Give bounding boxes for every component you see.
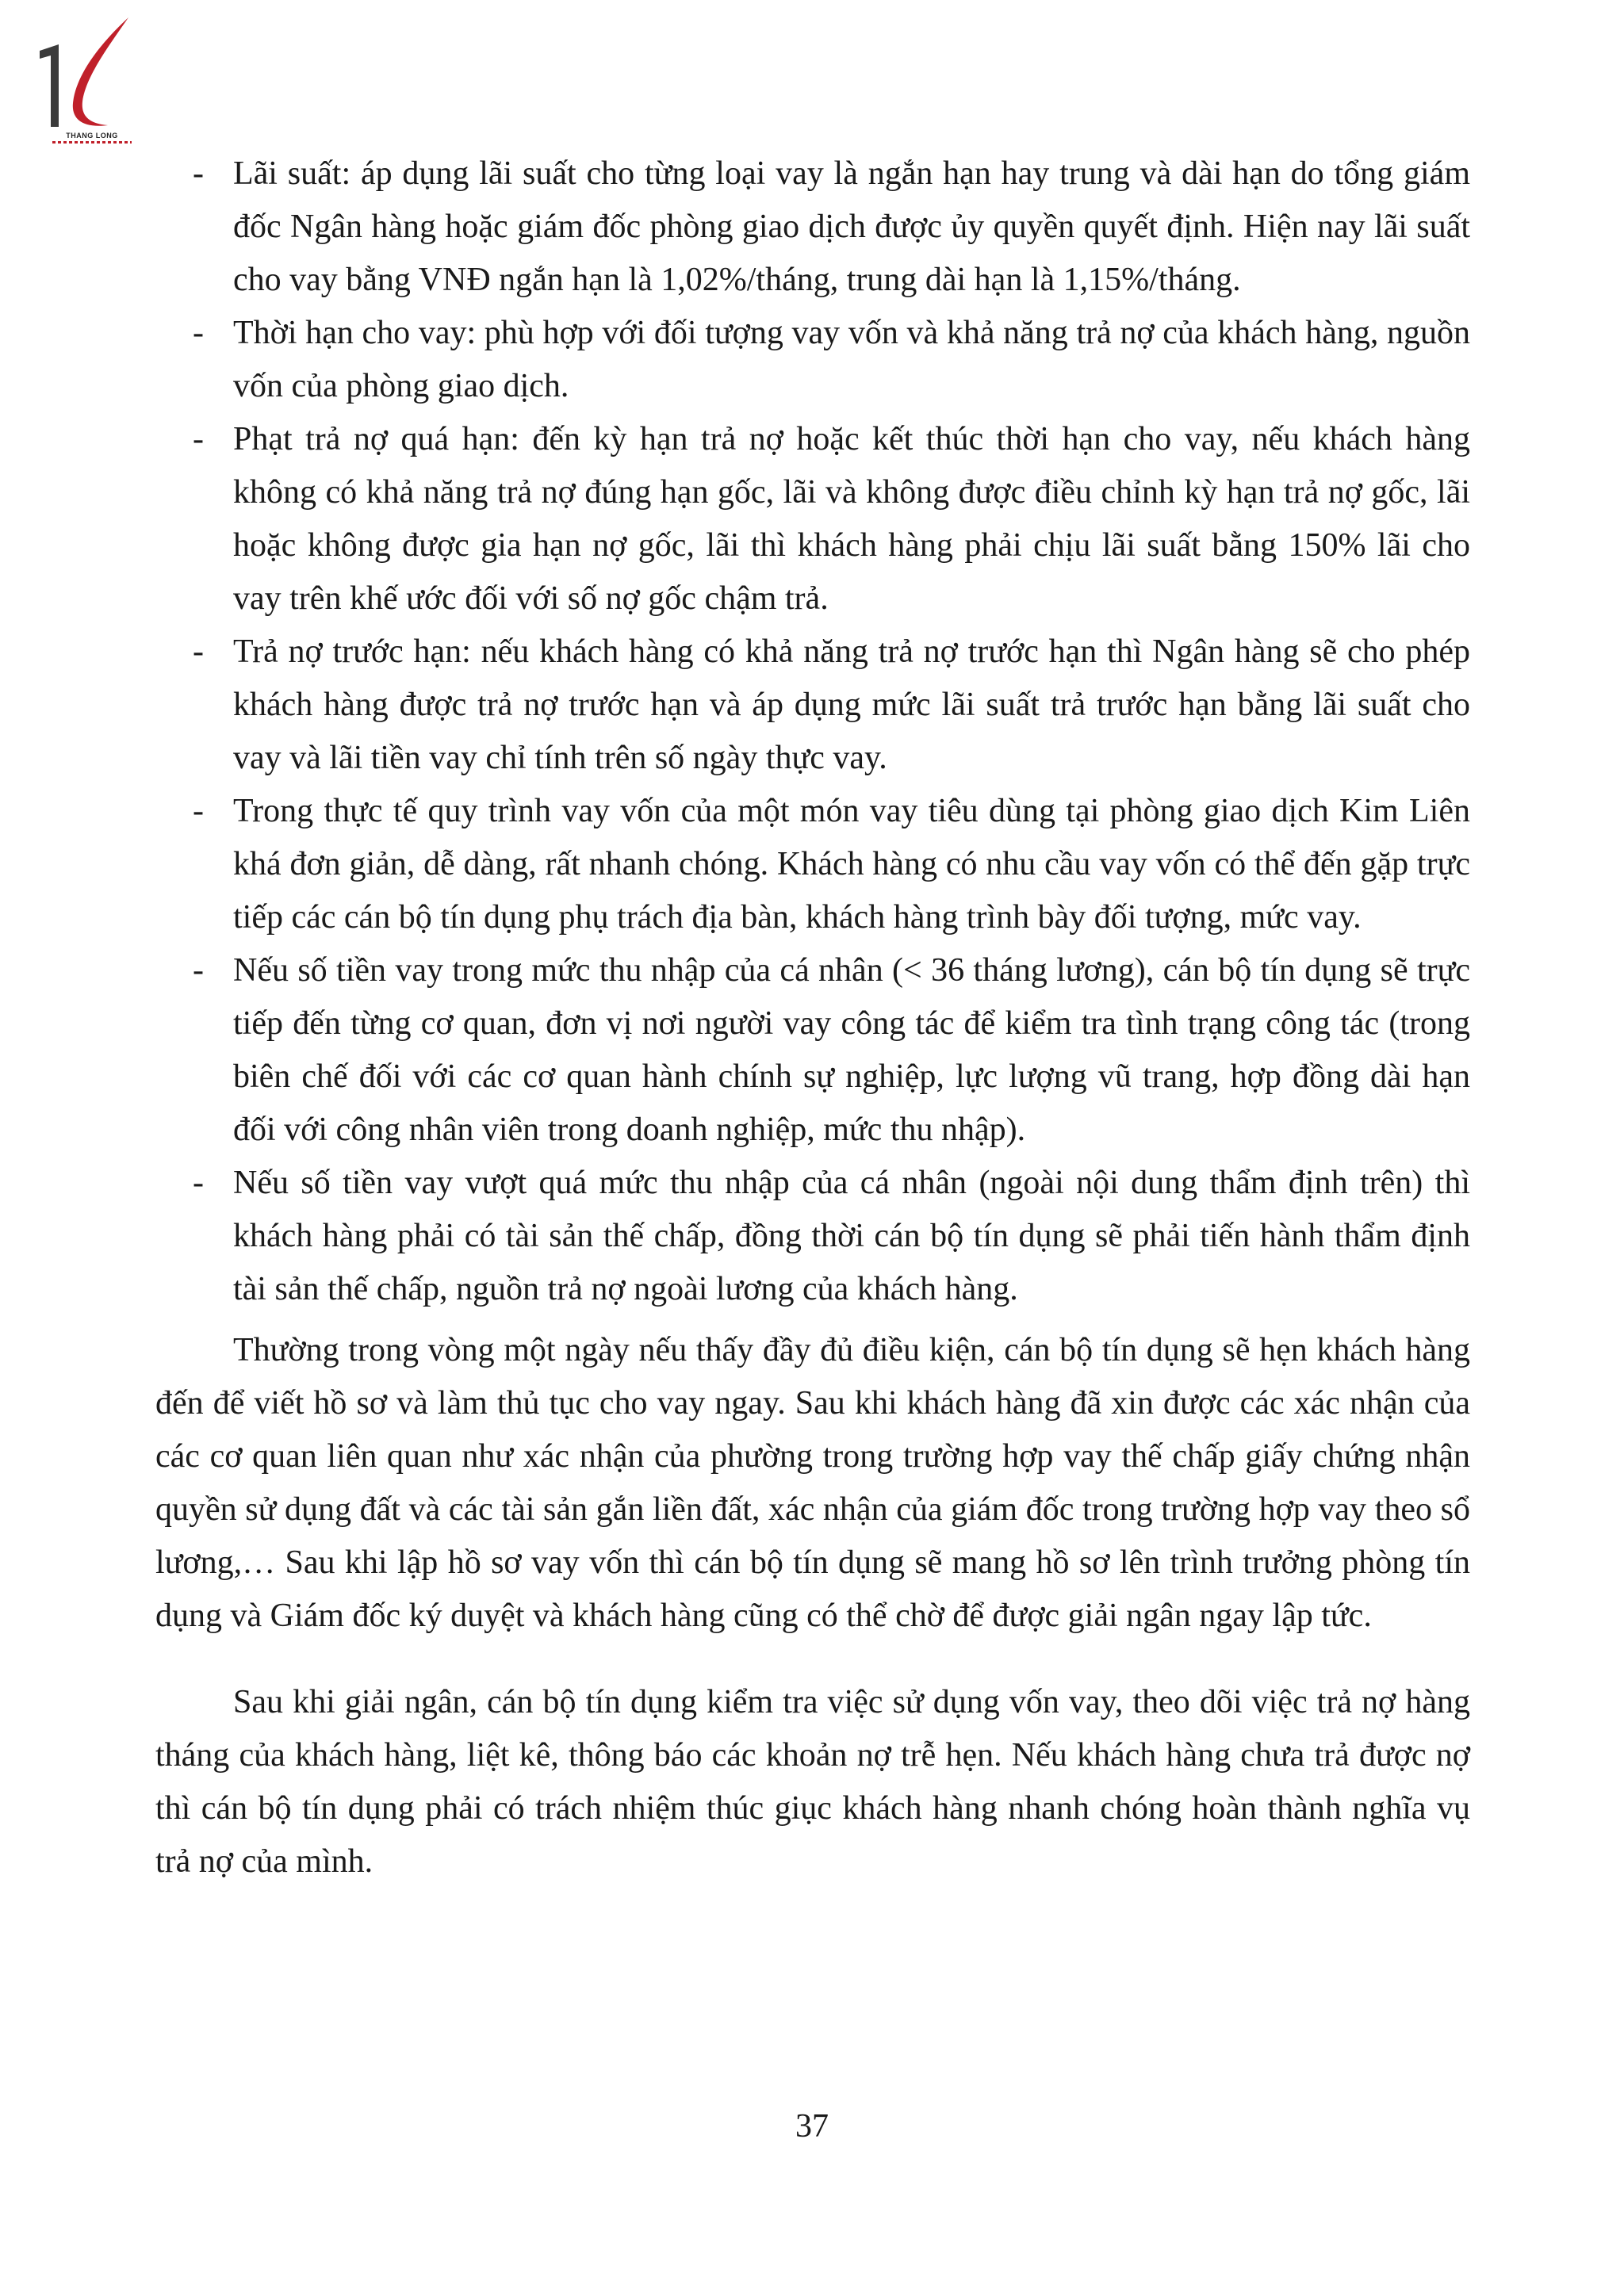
university-logo (35, 16, 146, 151)
bullet-dash: - (193, 633, 204, 670)
bullet-dash: - (193, 952, 204, 989)
bullet-dash: - (193, 155, 204, 192)
bullet-item-loan-process (155, 785, 1470, 944)
bullet-item-loan-term (155, 307, 1470, 413)
page-body (155, 147, 1470, 1922)
bullet-item-early-repayment (155, 626, 1470, 785)
page-number: 37 (795, 2108, 829, 2145)
thang-long-logo-mark (35, 16, 146, 135)
logo-underline (52, 141, 132, 144)
bullet-text: Trong thực tế quy trình vay vốn của một món vay tiêu dùng tại phòng giao dịch Kim Liên khá đơn giản, dễ dàng, rất nhanh chóng. Khách hàng có nhu cầu vay vốn có thể đến gặp trực tiếp các cán bộ tín dụng phụ trách địa bàn, khách hàng trình bày đối tượng, mức vay. (233, 793, 1470, 936)
bullet-item-interest-rate (155, 147, 1470, 307)
bullet-item-exceeds-income (155, 1157, 1470, 1316)
bullet-text: Lãi suất: áp dụng lãi suất cho từng loại vay là ngắn hạn hay trung và dài hạn do tổng giám đốc Ngân hàng hoặc giám đốc phòng giao dịch được ủy quyền quyết định. Hiện nay lãi suất cho vay bằng VNĐ ngắn hạn là 1,02%/tháng, trung dài hạn là 1,15%/tháng. (233, 155, 1470, 298)
logo-wordmark: THANG LONG (66, 132, 118, 140)
body-paragraph: Sau khi giải ngân, cán bộ tín dụng kiểm tra việc sử dụng vốn vay, theo dõi việc trả nợ hàng tháng của khách hàng, liệt kê, thông báo các khoản nợ trễ hẹn. Nếu khách hàng chưa trả được nợ thì cán bộ tín dụng phải có trách nhiệm thúc giục khách hàng nhanh chóng hoàn thành nghĩa vụ trả nợ của mình. (155, 1684, 1470, 1880)
bullet-text: Nếu số tiền vay vượt quá mức thu nhập của cá nhân (ngoài nội dung thẩm định trên) thì khách hàng phải có tài sản thế chấp, đồng thời cán bộ tín dụng sẽ phải tiến hành thẩm định tài sản thế chấp, nguồn trả nợ ngoài lương của khách hàng. (233, 1165, 1470, 1307)
bullet-item-overdue-penalty (155, 413, 1470, 626)
bullet-dash: - (193, 1165, 204, 1201)
bullet-dash: - (193, 315, 204, 351)
bullet-text: Phạt trả nợ quá hạn: đến kỳ hạn trả nợ hoặc kết thúc thời hạn cho vay, nếu khách hàng không có khả năng trả nợ đúng hạn gốc, lãi và không được điều chỉnh kỳ hạn trả nợ gốc, lãi hoặc không được gia hạn nợ gốc, lãi thì khách hàng phải chịu lãi suất bằng 150% lãi cho vay trên khế ước đối với số nợ gốc chậm trả. (233, 421, 1470, 617)
bullet-text: Nếu số tiền vay trong mức thu nhập của cá nhân (< 36 tháng lương), cán bộ tín dụng sẽ trực tiếp đến từng cơ quan, đơn vị nơi người vay công tác để kiểm tra tình trạng công tác (trong biên chế đối với các cơ quan hành chính sự nghiệp, lực lượng vũ trang, hợp đồng dài hạn đối với công nhân viên trong doanh nghiệp, mức thu nhập). (233, 952, 1470, 1148)
bullet-text: Trả nợ trước hạn: nếu khách hàng có khả năng trả nợ trước hạn thì Ngân hàng sẽ cho phép khách hàng được trả nợ trước hạn và áp dụng mức lãi suất trả trước hạn bằng lãi suất cho vay và lãi tiền vay chỉ tính trên số ngày thực vay. (233, 633, 1470, 776)
bullet-dash: - (193, 793, 204, 829)
bullet-item-within-income (155, 944, 1470, 1157)
body-paragraph: Thường trong vòng một ngày nếu thấy đầy đủ điều kiện, cán bộ tín dụng sẽ hẹn khách hàng đến để viết hồ sơ và làm thủ tục cho vay ngay. Sau khi khách hàng đã xin được các xác nhận của các cơ quan liên quan như xác nhận của phường trong trường hợp vay thế chấp giấy chứng nhận quyền sử dụng đất và các tài sản gắn liền đất, xác nhận của giám đốc trong trường hợp vay theo sổ lương,… Sau khi lập hồ sơ vay vốn thì cán bộ tín dụng sẽ mang hồ sơ lên trình trưởng phòng tín dụng và Giám đốc ký duyệt và khách hàng cũng có thể chờ để được giải ngân ngay lập tức. (155, 1332, 1470, 1634)
bullet-text: Thời hạn cho vay: phù hợp với đối tượng vay vốn và khả năng trả nợ của khách hàng, nguồn vốn của phòng giao dịch. (233, 315, 1470, 404)
bullet-dash: - (193, 421, 204, 457)
